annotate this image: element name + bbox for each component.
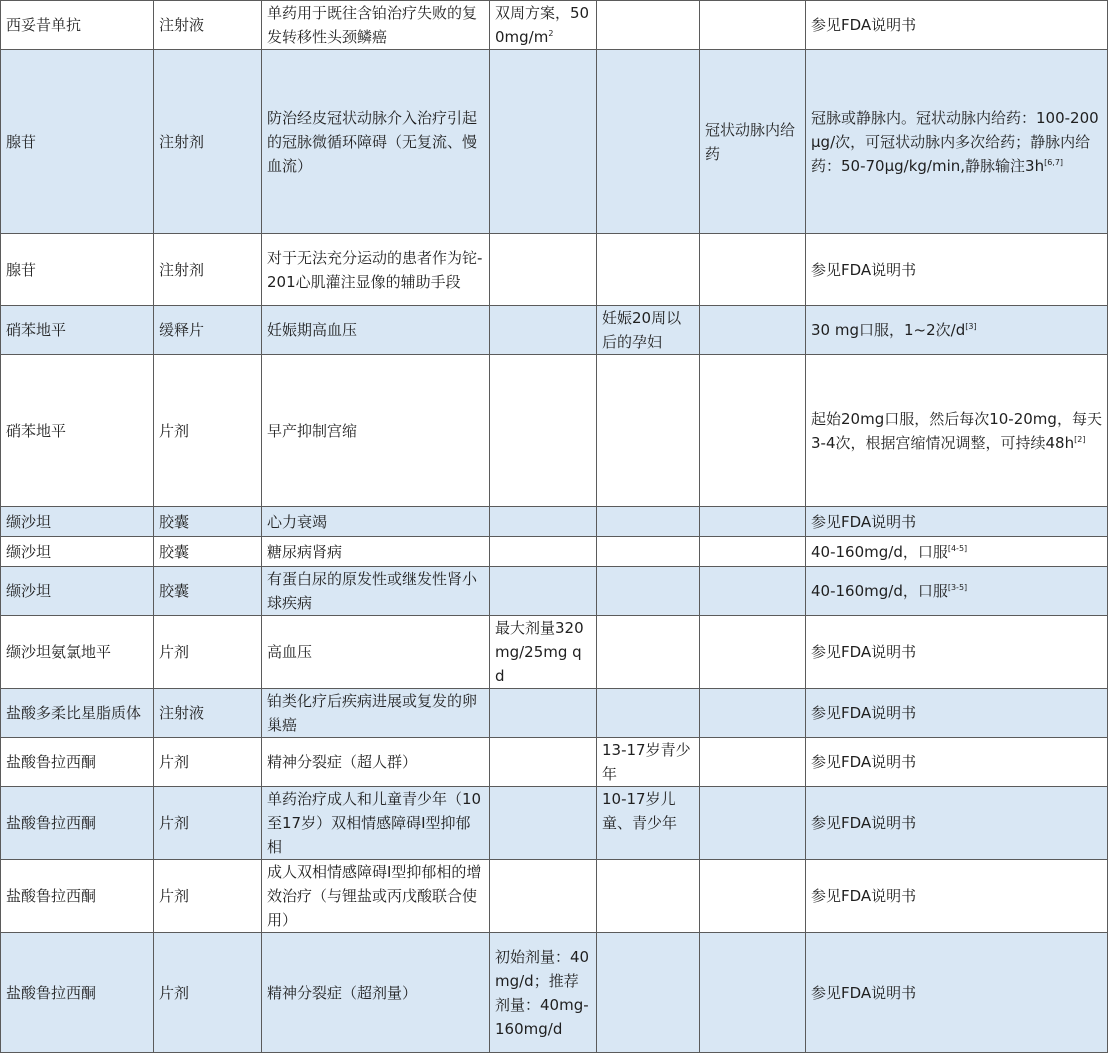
usage-text: 参见FDA说明书	[811, 16, 917, 34]
table-row	[1, 933, 1108, 1053]
route-cell	[700, 306, 806, 355]
dosage-form-cell: 胶囊	[154, 507, 262, 537]
indication-cell: 防治经皮冠状动脉介入治疗引起的冠脉微循环障碍（无复流、慢血流）	[262, 50, 490, 234]
indication-cell: 对于无法充分运动的患者作为铊-201心肌灌注显像的辅助手段	[262, 234, 490, 306]
drug-name-cell: 盐酸鲁拉西酮	[1, 787, 154, 860]
indication-cell: 成人双相情感障碍I型抑郁相的增效治疗（与锂盐或丙戊酸联合使用）	[262, 860, 490, 933]
table-row	[1, 355, 1108, 507]
indication-cell: 高血压	[262, 616, 490, 689]
route-cell: 冠状动脉内给药	[700, 50, 806, 234]
drug-name-cell: 硝苯地平	[1, 355, 154, 507]
dosage-cell	[490, 860, 597, 933]
usage-cell	[806, 355, 1108, 507]
dosage-text: 双周方案，500mg/m	[495, 4, 590, 46]
usage-text: 参见FDA说明书	[811, 814, 917, 832]
dosage-form-cell: 胶囊	[154, 537, 262, 567]
usage-cell	[806, 234, 1108, 306]
drug-name-cell: 缬沙坦	[1, 567, 154, 616]
usage-cell	[806, 616, 1108, 689]
usage-cell	[806, 567, 1108, 616]
usage-cell	[806, 860, 1108, 933]
dosage-cell: 最大剂量320mg/25mg qd	[490, 616, 597, 689]
table-row	[1, 616, 1108, 689]
dosage-cell	[490, 50, 597, 234]
population-cell	[597, 689, 700, 738]
drug-name-cell: 盐酸鲁拉西酮	[1, 860, 154, 933]
usage-cell	[806, 689, 1108, 738]
usage-cell	[806, 50, 1108, 234]
indication-cell: 有蛋白尿的原发性或继发性肾小球疾病	[262, 567, 490, 616]
usage-cell	[806, 537, 1108, 567]
dosage-cell	[490, 537, 597, 567]
indication-cell: 精神分裂症（超剂量）	[262, 933, 490, 1053]
indication-cell: 单药治疗成人和儿童青少年（10至17岁）双相情感障碍I型抑郁相	[262, 787, 490, 860]
usage-text: 参见FDA说明书	[811, 887, 917, 905]
drug-name-cell: 盐酸多柔比星脂质体	[1, 689, 154, 738]
dosage-form-cell: 注射液	[154, 689, 262, 738]
drug-name-cell: 缬沙坦	[1, 537, 154, 567]
usage-text: 参见FDA说明书	[811, 260, 917, 279]
route-cell	[700, 738, 806, 787]
table-row	[1, 507, 1108, 537]
dosage-cell	[490, 1, 597, 50]
table-row	[1, 1, 1108, 50]
route-cell	[700, 689, 806, 738]
population-cell	[597, 567, 700, 616]
route-cell	[700, 933, 806, 1053]
route-cell	[700, 507, 806, 537]
usage-text: 参见FDA说明书	[811, 753, 917, 771]
dosage-cell	[490, 787, 597, 860]
dosage-form-cell: 片剂	[154, 933, 262, 1053]
route-cell	[700, 787, 806, 860]
indication-cell: 心力衰竭	[262, 507, 490, 537]
drug-name-cell: 盐酸鲁拉西酮	[1, 933, 154, 1053]
usage-citation: [2]	[1074, 434, 1086, 444]
usage-cell	[806, 933, 1108, 1053]
usage-text: 参见FDA说明书	[811, 512, 917, 531]
usage-cell	[806, 306, 1108, 355]
population-cell	[597, 507, 700, 537]
population-cell: 13-17岁青少年	[597, 738, 700, 787]
table-row	[1, 306, 1108, 355]
dosage-form-cell: 片剂	[154, 738, 262, 787]
table-row	[1, 689, 1108, 738]
population-cell	[597, 933, 700, 1053]
usage-text: 参见FDA说明书	[811, 704, 917, 722]
population-cell	[597, 50, 700, 234]
dosage-superscript: 2	[548, 29, 554, 38]
indication-cell: 精神分裂症（超人群）	[262, 738, 490, 787]
dosage-form-cell: 注射液	[154, 1, 262, 50]
usage-text: 40-160mg/d，口服	[811, 582, 948, 600]
table-row	[1, 537, 1108, 567]
drug-name-cell: 西妥昔单抗	[1, 1, 154, 50]
dosage-cell: 初始剂量：40mg/d；推荐剂量：40mg-160mg/d	[490, 933, 597, 1053]
dosage-form-cell: 缓释片	[154, 306, 262, 355]
route-cell	[700, 537, 806, 567]
usage-text: 参见FDA说明书	[811, 983, 917, 1002]
usage-cell	[806, 1, 1108, 50]
drug-name-cell: 硝苯地平	[1, 306, 154, 355]
route-cell	[700, 567, 806, 616]
indication-cell: 早产抑制宫缩	[262, 355, 490, 507]
table-row	[1, 738, 1108, 787]
usage-text: 参见FDA说明书	[811, 643, 917, 661]
population-cell	[597, 860, 700, 933]
usage-cell	[806, 787, 1108, 860]
route-cell	[700, 860, 806, 933]
table-row	[1, 234, 1108, 306]
drug-name-cell: 缬沙坦氨氯地平	[1, 616, 154, 689]
drug-name-cell: 腺苷	[1, 50, 154, 234]
table-row	[1, 50, 1108, 234]
route-cell	[700, 234, 806, 306]
usage-citation: [4-5]	[947, 543, 968, 553]
usage-cell	[806, 738, 1108, 787]
dosage-form-cell: 片剂	[154, 616, 262, 689]
usage-text: 30 mg口服，1~2次/d	[811, 321, 966, 339]
usage-citation: [6,7]	[1044, 157, 1064, 167]
dosage-cell	[490, 507, 597, 537]
usage-text: 冠脉或静脉内。冠状动脉内给药：100-200μg/次，可冠状动脉内多次给药；静脉内给药：50-70μg/kg/min,静脉输注3h	[811, 108, 1099, 175]
dosage-cell	[490, 689, 597, 738]
table-row	[1, 787, 1108, 860]
route-cell	[700, 616, 806, 689]
table-row	[1, 567, 1108, 616]
dosage-cell	[490, 306, 597, 355]
table-row	[1, 860, 1108, 933]
indication-cell: 妊娠期高血压	[262, 306, 490, 355]
drug-name-cell: 腺苷	[1, 234, 154, 306]
usage-text: 起始20mg口服，然后每次10-20mg，每天3-4次，根据宫缩情况调整，可持续48h	[811, 409, 1102, 452]
usage-cell	[806, 507, 1108, 537]
usage-text: 40-160mg/d，口服	[811, 542, 948, 561]
dosage-form-cell: 片剂	[154, 355, 262, 507]
dosage-form-cell: 片剂	[154, 787, 262, 860]
population-cell: 10-17岁儿童、青少年	[597, 787, 700, 860]
dosage-cell	[490, 234, 597, 306]
population-cell	[597, 355, 700, 507]
drug-name-cell: 缬沙坦	[1, 507, 154, 537]
indication-cell: 单药用于既往含铂治疗失败的复发转移性头颈鳞癌	[262, 1, 490, 50]
population-cell	[597, 616, 700, 689]
population-cell	[597, 1, 700, 50]
dosage-cell	[490, 355, 597, 507]
dosage-cell	[490, 738, 597, 787]
usage-citation: [3]	[965, 322, 977, 331]
usage-citation: [3-5]	[947, 583, 968, 592]
dosage-form-cell: 注射剂	[154, 234, 262, 306]
indication-cell: 铂类化疗后疾病进展或复发的卵巢癌	[262, 689, 490, 738]
dosage-form-cell: 胶囊	[154, 567, 262, 616]
drug-name-cell: 盐酸鲁拉西酮	[1, 738, 154, 787]
dosage-form-cell: 片剂	[154, 860, 262, 933]
dosage-form-cell: 注射剂	[154, 50, 262, 234]
dosage-cell	[490, 567, 597, 616]
indication-cell: 糖尿病肾病	[262, 537, 490, 567]
population-cell	[597, 537, 700, 567]
route-cell	[700, 1, 806, 50]
population-cell: 妊娠20周以后的孕妇	[597, 306, 700, 355]
route-cell	[700, 355, 806, 507]
population-cell	[597, 234, 700, 306]
